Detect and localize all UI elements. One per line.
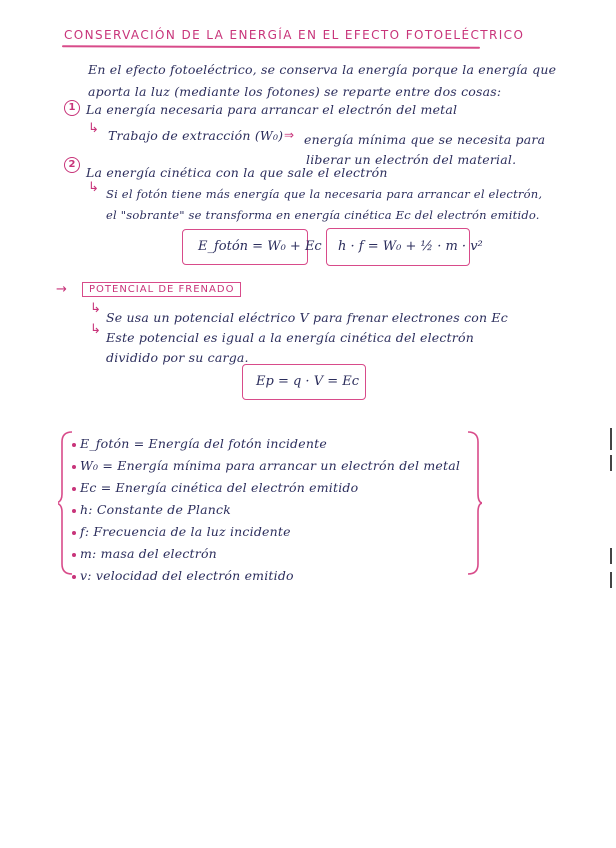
- bullet-dot: [72, 443, 76, 447]
- title-underline: [62, 45, 480, 48]
- legend-item-6: m: masa del electrón: [80, 546, 217, 561]
- formula-planck: h · f = W₀ + ½ · m · v²: [338, 239, 483, 254]
- down-right-arrow-icon: ↳: [90, 322, 101, 337]
- item2-sub-2: el "sobrante" se transforma en energía cinética Ec del electrón emitido.: [106, 208, 540, 222]
- binder-hole-mark: [610, 548, 612, 564]
- right-arrow-icon: →: [56, 282, 67, 297]
- down-right-arrow-icon: ↳: [88, 180, 99, 195]
- binder-hole-mark: [610, 572, 612, 588]
- formula-photon-energy: E_fotón = W₀ + Ec: [198, 239, 322, 254]
- bullet-dot: [72, 553, 76, 557]
- item2-text: La energía cinética con la que sale el electrón: [86, 165, 388, 180]
- bullet-dot: [72, 575, 76, 579]
- down-right-arrow-icon: ↳: [90, 301, 101, 316]
- intro-line-2: aporta la luz (mediante los fotones) se reparte entre dos cosas:: [88, 84, 502, 99]
- potencial-line-3: dividido por su carga.: [106, 350, 249, 365]
- legend-item-4: h: Constante de Planck: [80, 502, 231, 517]
- bullet-dot: [72, 509, 76, 513]
- binder-hole-mark: [610, 428, 612, 450]
- item1-text: La energía necesaria para arrancar el electrón del metal: [86, 102, 458, 117]
- bullet-dot: [72, 487, 76, 491]
- down-right-arrow-icon: ↳: [88, 121, 99, 136]
- item1-sub-right-1: energía mínima que se necesita para: [304, 132, 546, 147]
- legend-item-5: f: Frecuencia de la luz incidente: [80, 524, 291, 539]
- number-two-badge: 2: [64, 157, 80, 173]
- potencial-line-1: Se usa un potencial eléctrico V para frenar electrones con Ec: [106, 310, 508, 325]
- intro-line-1: En el efecto fotoeléctrico, se conserva la energía porque la energía que: [88, 62, 557, 77]
- legend-item-1: E_fotón = Energía del fotón incidente: [80, 436, 327, 451]
- double-arrow-icon: ⇒: [284, 128, 295, 142]
- page-title: CONSERVACIÓN DE LA ENERGÍA EN EL EFECTO FOTOELÉCTRICO: [64, 28, 525, 42]
- formula-stopping: Ep = q · V = Ec: [256, 374, 360, 389]
- item2-sub-1: Si el fotón tiene más energía que la necesaria para arrancar el electrón,: [106, 187, 543, 201]
- legend-item-3: Ec = Energía cinética del electrón emitido: [80, 480, 359, 495]
- number-one-badge: 1: [64, 100, 80, 116]
- section-heading-potencial: POTENCIAL DE FRENADO: [82, 282, 241, 297]
- binder-hole-mark: [610, 455, 612, 471]
- item1-sub-right-2: liberar un electrón del material.: [306, 152, 517, 167]
- item1-sub-left: Trabajo de extracción (W₀): [108, 128, 284, 143]
- potencial-line-2: Este potencial es igual a la energía cinética del electrón: [106, 330, 474, 345]
- bullet-dot: [72, 531, 76, 535]
- bullet-dot: [72, 465, 76, 469]
- legend-item-2: W₀ = Energía mínima para arrancar un electrón del metal: [80, 458, 461, 473]
- legend-item-7: v: velocidad del electrón emitido: [80, 568, 294, 583]
